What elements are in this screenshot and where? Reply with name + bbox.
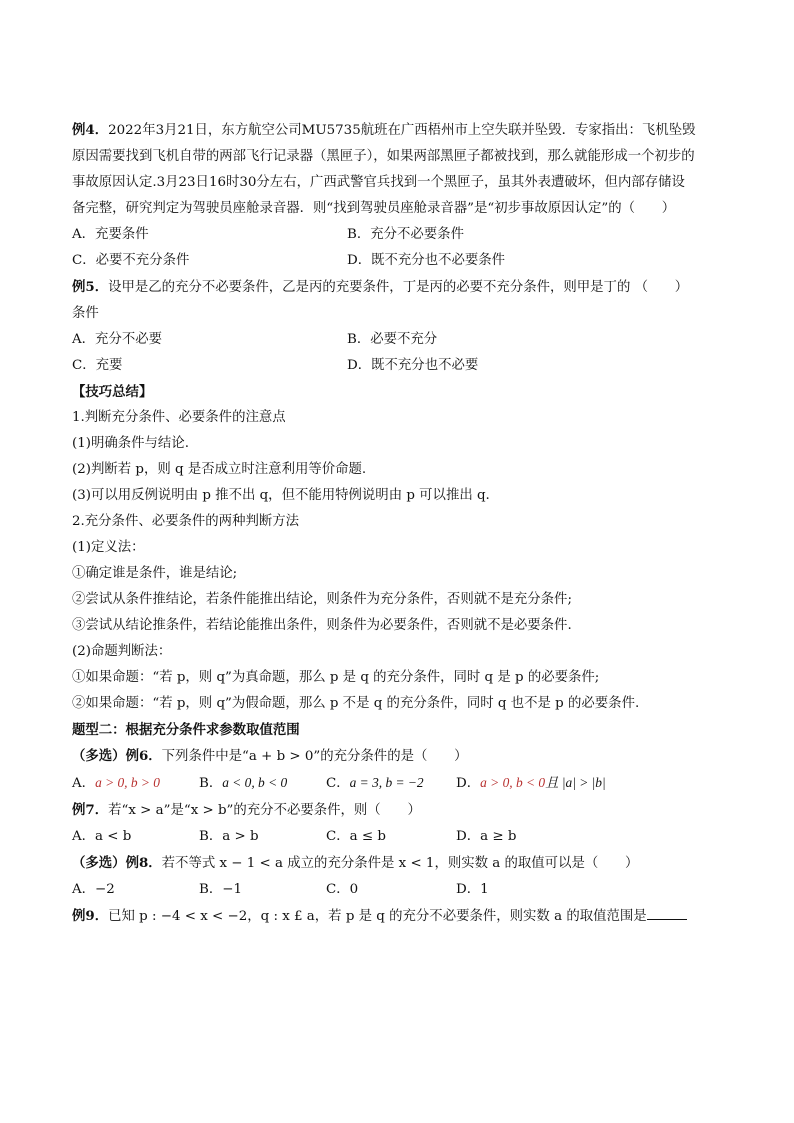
summary-line: (2)命题判断法： (72, 644, 172, 659)
multi-select-tag: （多选） (72, 855, 126, 871)
question-text: 2022年3月21日，东方航空公司MU5735航班在广西梧州市上空失联并坠毁．专家指出：飞机坠毁 (108, 123, 696, 138)
summary-line: ②如果命题：“若 p，则 q”为假命题，那么 p 不是 q 的充分条件，同时 q 也不是 p 的必要条件. (72, 696, 640, 711)
question-text: 备完整，研究判定为驾驶员座舱录音器．则“找到驾驶员座舱录音器”是“初步事故原因认定”的（ ） (72, 201, 676, 216)
summary-line: (1)定义法： (72, 540, 145, 555)
example-7 (72, 797, 732, 850)
example-label: 例8． (125, 855, 162, 871)
summary-line: (3)可以用反例说明由 p 推不出 q，但不能用特例说明由 p 可以推出 q. (72, 488, 490, 503)
option-d: D．既不充分也不必要条件 (347, 253, 506, 268)
option-a: a > 0, b > 0 (95, 775, 161, 790)
question-text: 条件 (72, 306, 99, 321)
summary-line: 1.判断充分条件、必要条件的注意点 (72, 410, 286, 425)
option-d: a > 0, b < 0 (480, 775, 546, 790)
section-heading: 题型二：根据充分条件求参数取值范围 (72, 722, 300, 738)
example-label: 例5． (72, 279, 109, 295)
section-heading: 【技巧总结】 (72, 384, 153, 400)
example-4 (72, 117, 732, 274)
option-d: D．a ≥ b (456, 829, 517, 844)
option-a: A．充要条件 (72, 227, 149, 242)
example-label: 例9． (72, 908, 109, 924)
question-text: 已知 p : −4 < x < −2，q : x £ a，若 p 是 q 的充分不必要条件，则实数 a 的取值范围是 (108, 909, 647, 924)
summary-line: ③尝试从结论推条件，若结论能推出条件，则条件为必要条件，否则就不是必要条件. (72, 618, 572, 633)
summary-line: ①确定谁是条件，谁是结论; (72, 566, 238, 581)
option-b: B．充分不必要条件 (347, 227, 464, 242)
question-text: 设甲是乙的充分不必要条件，乙是丙的充要条件，丁是丙的必要不充分条件，则甲是丁的 （ ） (108, 280, 689, 295)
example-label: 例7． (72, 802, 109, 818)
option-b: B．a > b (199, 829, 259, 844)
example-6 (72, 743, 732, 797)
option-c: C．充要 (72, 358, 123, 373)
option-c-label: C． (326, 776, 350, 791)
option-c: C．a ≤ b (326, 829, 386, 844)
example-9 (72, 903, 732, 930)
example-5 (72, 274, 732, 379)
question-text: 事故原因认定.3月23日16时30分左右，广西武警官兵找到一个黑匣子，虽其外表遭破坏，但内部存储设 (72, 175, 685, 190)
summary-line: (2)判断若 p，则 q 是否成立时注意利用等价命题. (72, 462, 367, 477)
option-d-label: D． (456, 776, 481, 791)
option-c: C．必要不充分条件 (72, 253, 190, 268)
summary-line: ②尝试从条件推结论，若条件能推出结论，则条件为充分条件，否则就不是充分条件; (72, 592, 572, 607)
option-d: D．既不充分也不必要 (347, 358, 479, 373)
option-b: B．必要不充分 (347, 332, 438, 347)
option-a-label: A． (72, 776, 96, 791)
multi-select-tag: （多选） (72, 748, 126, 764)
question-text: 原因需要找到飞机自带的两部飞行记录器（黑匣子），如果两部黑匣子都被找到，那么就能形成一个初步的 (72, 149, 695, 164)
example-8 (72, 850, 732, 903)
option-a: A．充分不必要 (72, 332, 163, 347)
option-b: a < 0, b < 0 (222, 775, 288, 790)
skills-summary (72, 379, 732, 717)
question-text: 若“x > a”是“x > b”的充分不必要条件，则（ ） (108, 803, 421, 818)
option-d-extra: 且 |a| > |b| (545, 775, 606, 790)
summary-line: (1)明确条件与结论. (72, 436, 189, 451)
summary-line: ①如果命题：“若 p，则 q”为真命题，那么 p 是 q 的充分条件，同时 q 是 p 的必要条件; (72, 670, 600, 685)
summary-line: 2.充分条件、必要条件的两种判断方法 (72, 514, 300, 529)
answer-blank (647, 907, 687, 920)
option-d: D．1 (456, 882, 489, 897)
option-b-label: B． (199, 776, 223, 791)
option-b: B．−1 (199, 882, 242, 897)
option-c: C．0 (326, 882, 359, 897)
option-a: A．a < b (72, 829, 132, 844)
option-a: A．−2 (72, 882, 115, 897)
option-c: a = 3, b = −2 (349, 775, 424, 790)
document-page (72, 117, 732, 930)
example-label: 例4． (72, 122, 109, 138)
question-text: 下列条件中是“a + b > 0”的充分条件的是（ ） (161, 749, 468, 764)
example-label: 例6． (125, 748, 162, 764)
question-text: 若不等式 x − 1 < a 成立的充分条件是 x < 1，则实数 a 的取值可以是（ ） (161, 856, 639, 871)
